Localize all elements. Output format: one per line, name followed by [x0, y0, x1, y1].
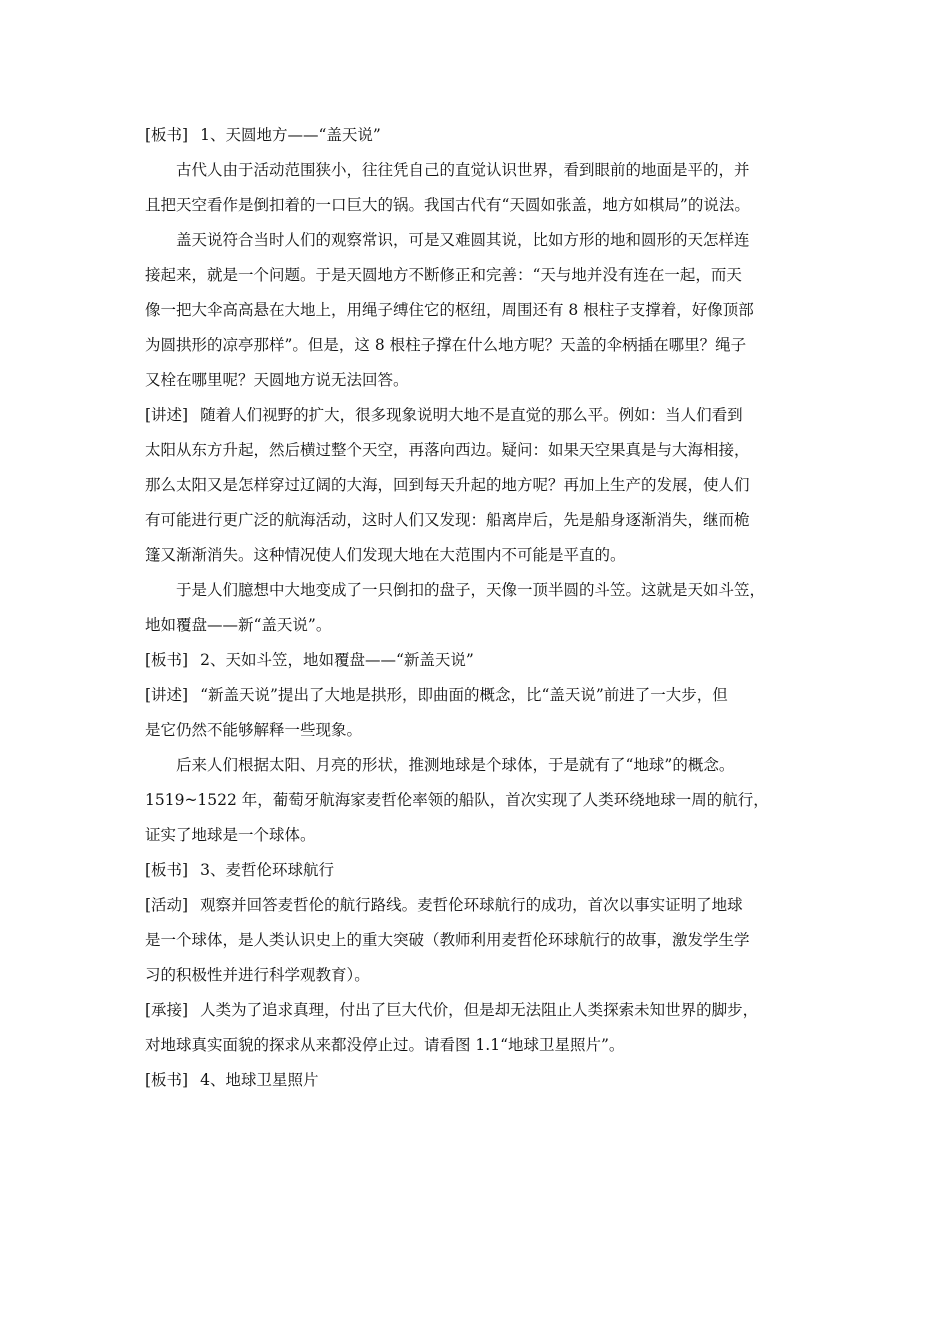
- text-line: [145, 118, 825, 153]
- line-text: 地如覆盘——新“盖天说”。: [145, 616, 332, 634]
- text-line: [145, 328, 825, 363]
- text-line: [145, 1028, 825, 1063]
- text-line: [145, 888, 825, 923]
- text-line: [145, 1063, 825, 1098]
- text-line: [145, 363, 825, 398]
- text-line: [145, 293, 825, 328]
- line-text: 4、地球卫星照片: [200, 1071, 319, 1089]
- line-text: 是一个球体，是人类认识史上的重大突破（教师利用麦哲伦环球航行的故事，激发学生学: [145, 931, 750, 949]
- text-line: [145, 188, 825, 223]
- text-line: [145, 748, 825, 783]
- text-line: [145, 818, 825, 853]
- text-line: [145, 853, 825, 888]
- text-line: [145, 993, 825, 1028]
- line-text: 有可能进行更广泛的航海活动，这时人们又发现：船离岸后，先是船身逐渐消失，继而桅: [145, 511, 750, 529]
- section-tag: [讲述]: [145, 406, 189, 424]
- line-text: 篷又渐渐消失。这种情况使人们发现大地在大范围内不可能是平直的。: [145, 546, 626, 564]
- line-text: 是它仍然不能够解释一些现象。: [145, 721, 363, 739]
- line-text: 且把天空看作是倒扣着的一口巨大的锅。我国古代有“天圆如张盖，地方如棋局”的说法。: [145, 196, 750, 214]
- line-text: 古代人由于活动范围狭小，往往凭自己的直觉认识世界，看到眼前的地面是平的，并: [176, 161, 750, 179]
- line-text: 随着人们视野的扩大，很多现象说明大地不是直觉的那么平。例如：当人们看到: [200, 406, 743, 424]
- text-line: [145, 678, 825, 713]
- text-line: [145, 643, 825, 678]
- section-tag: [承接]: [145, 1001, 189, 1019]
- section-tag: [板书]: [145, 651, 189, 669]
- line-text: 观察并回答麦哲伦的航行路线。麦哲伦环球航行的成功，首次以事实证明了地球: [200, 896, 743, 914]
- line-text: 1、天圆地方——“盖天说”: [200, 126, 381, 144]
- text-line: [145, 608, 825, 643]
- text-line: [145, 503, 825, 538]
- text-line: [145, 433, 825, 468]
- section-tag: [板书]: [145, 126, 189, 144]
- line-text: 习的积极性并进行科学观教育）。: [145, 966, 370, 984]
- line-text: 人类为了追求真理，付出了巨大代价，但是却无法阻止人类探索未知世界的脚步，: [200, 1001, 759, 1019]
- text-line: [145, 783, 825, 818]
- line-text: 太阳从东方升起，然后横过整个天空，再落向西边。疑问：如果天空果真是与大海相接，: [145, 441, 750, 459]
- line-text: 像一把大伞高高悬在大地上，用绳子缚住它的枢纽，周围还有 8 根柱子支撑着，好像顶部: [145, 301, 754, 319]
- line-text: 为圆拱形的凉亭那样”。但是，这 8 根柱子撑在什么地方呢？天盖的伞柄插在哪里？绳子: [145, 336, 747, 354]
- line-text: 2、天如斗笠，地如覆盘——“新盖天说”: [200, 651, 474, 669]
- text-line: [145, 538, 825, 573]
- line-text: 盖天说符合当时人们的观察常识，可是又难圆其说，比如方形的地和圆形的天怎样连: [176, 231, 750, 249]
- line-text: 1519~1522 年，葡萄牙航海家麦哲伦率领的船队，首次实现了人类环绕地球一周的航行，: [145, 791, 769, 809]
- text-line: [145, 258, 825, 293]
- line-text: 后来人们根据太阳、月亮的形状，推测地球是个球体，于是就有了“地球”的概念。: [176, 756, 735, 774]
- text-line: [145, 468, 825, 503]
- line-text: 那么太阳又是怎样穿过辽阔的大海，回到每天升起的地方呢？再加上生产的发展，使人们: [145, 476, 750, 494]
- line-text: 又栓在哪里呢？天圆地方说无法回答。: [145, 371, 409, 389]
- document-page: [145, 118, 825, 1098]
- section-tag: [板书]: [145, 1071, 189, 1089]
- line-text: 对地球真实面貌的探求从来都没停止过。请看图 1.1“地球卫星照片”。: [145, 1036, 625, 1054]
- text-line: [145, 573, 825, 608]
- text-line: [145, 153, 825, 188]
- line-text: 接起来，就是一个问题。于是天圆地方不断修正和完善：“天与地并没有连在一起，而天: [145, 266, 742, 284]
- section-tag: [讲述]: [145, 686, 189, 704]
- section-tag: [活动]: [145, 896, 189, 914]
- text-line: [145, 958, 825, 993]
- section-tag: [板书]: [145, 861, 189, 879]
- text-line: [145, 713, 825, 748]
- line-text: 3、麦哲伦环球航行: [200, 861, 334, 879]
- text-line: [145, 223, 825, 258]
- line-text: “新盖天说”提出了大地是拱形，即曲面的概念，比“盖天说”前进了一大步，但: [200, 686, 728, 704]
- text-line: [145, 398, 825, 433]
- line-text: 证实了地球是一个球体。: [145, 826, 316, 844]
- line-text: 于是人们臆想中大地变成了一只倒扣的盘子，天像一顶半圆的斗笠。这就是天如斗笠，: [176, 581, 766, 599]
- text-line: [145, 923, 825, 958]
